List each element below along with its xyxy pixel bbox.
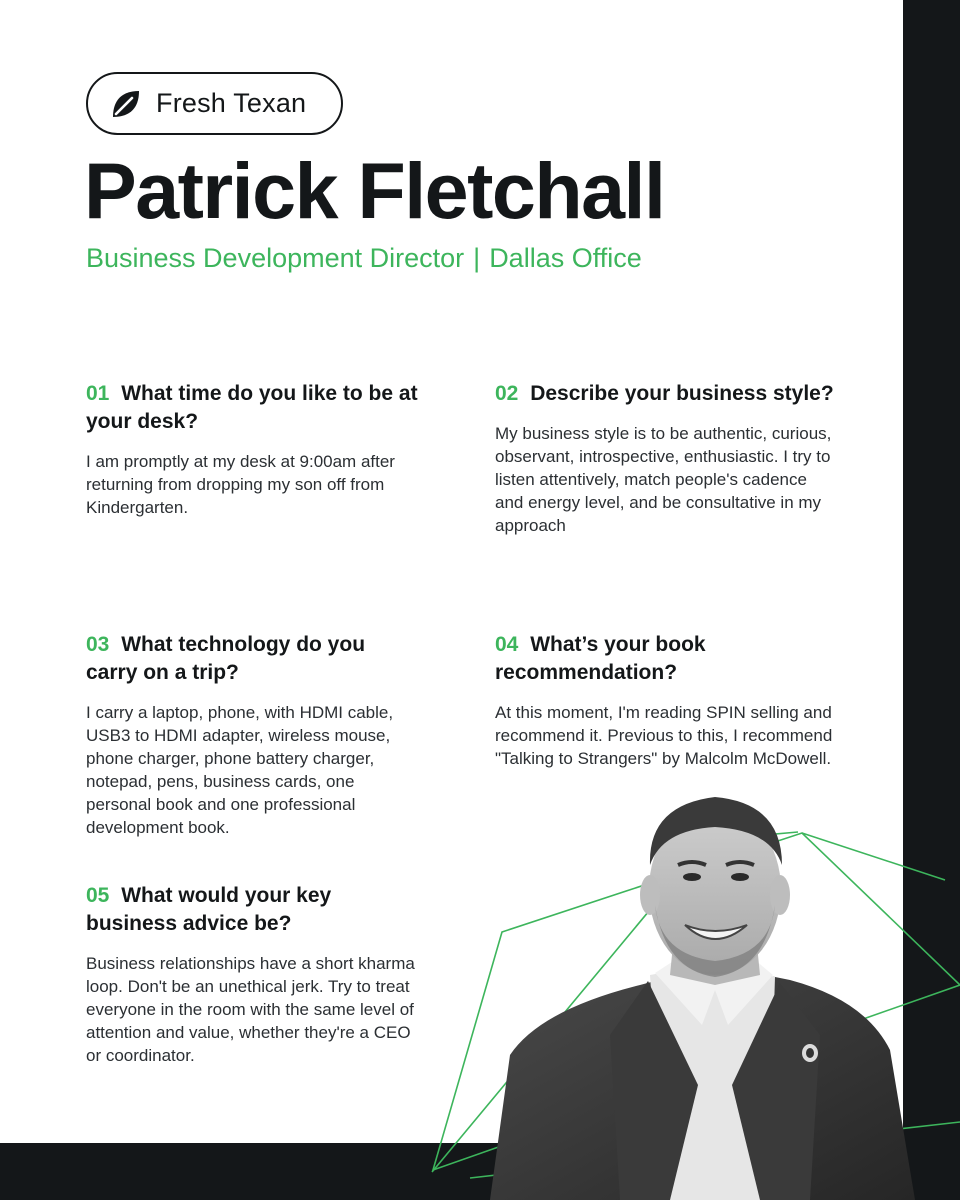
question-number: 04	[495, 633, 519, 656]
answer-text: Business relationships have a short kharma loop. Don't be an unethical jerk. Try to treat everyone in the room with the same level of attention and value, whether they're a CEO or coordinator.	[86, 954, 415, 1065]
answer-text: At this moment, I'm reading SPIN selling and recommend it. Previous to this, I recommend "Talking to Strangers" by Malcolm McDowell.	[495, 703, 833, 768]
leaf-logo-icon	[110, 88, 142, 120]
question-heading	[86, 882, 426, 938]
brand-name: Fresh Texan	[156, 88, 307, 118]
question-text: What time do you like to be at your desk?	[86, 382, 418, 433]
brand-badge	[86, 72, 343, 135]
subtitle	[86, 241, 642, 275]
question-text: What technology do you carry on a trip?	[86, 633, 366, 684]
headshot-photo	[470, 785, 930, 1200]
answer-text: My business style is to be authentic, curious, observant, introspective, enthusiastic. I try to listen attentively, match people's cadence and energy level, and be consultative in my approach	[495, 424, 832, 535]
job-title: Business Development Director	[86, 243, 465, 273]
question-heading	[86, 631, 421, 687]
question-text: What’s your book recommendation?	[495, 633, 706, 684]
qa-block-02	[495, 380, 840, 537]
qa-block-03	[86, 631, 421, 839]
question-number: 05	[86, 884, 110, 907]
office-location: Dallas Office	[489, 243, 642, 273]
qa-block-05	[86, 882, 426, 1067]
question-number: 03	[86, 633, 110, 656]
question-text: What would your key business advice be?	[86, 884, 332, 935]
person-name: Patrick Fletchall	[84, 146, 665, 235]
question-heading	[495, 631, 835, 687]
question-heading	[86, 380, 426, 436]
qa-block-04	[495, 631, 835, 770]
question-heading	[495, 380, 840, 408]
answer-text: I carry a laptop, phone, with HDMI cable, USB3 to HDMI adapter, wireless mouse, phone charger, phone battery charger, notepad, pens, business cards, one personal book and one professional development book.	[86, 703, 394, 837]
question-text: Describe your business style?	[530, 382, 834, 405]
answer-text: I am promptly at my desk at 9:00am after returning from dropping my son off from Kindergarten.	[86, 452, 395, 517]
qa-block-01	[86, 380, 426, 519]
question-number: 01	[86, 382, 110, 405]
subtitle-separator: |	[473, 243, 481, 273]
question-number: 02	[495, 382, 519, 405]
